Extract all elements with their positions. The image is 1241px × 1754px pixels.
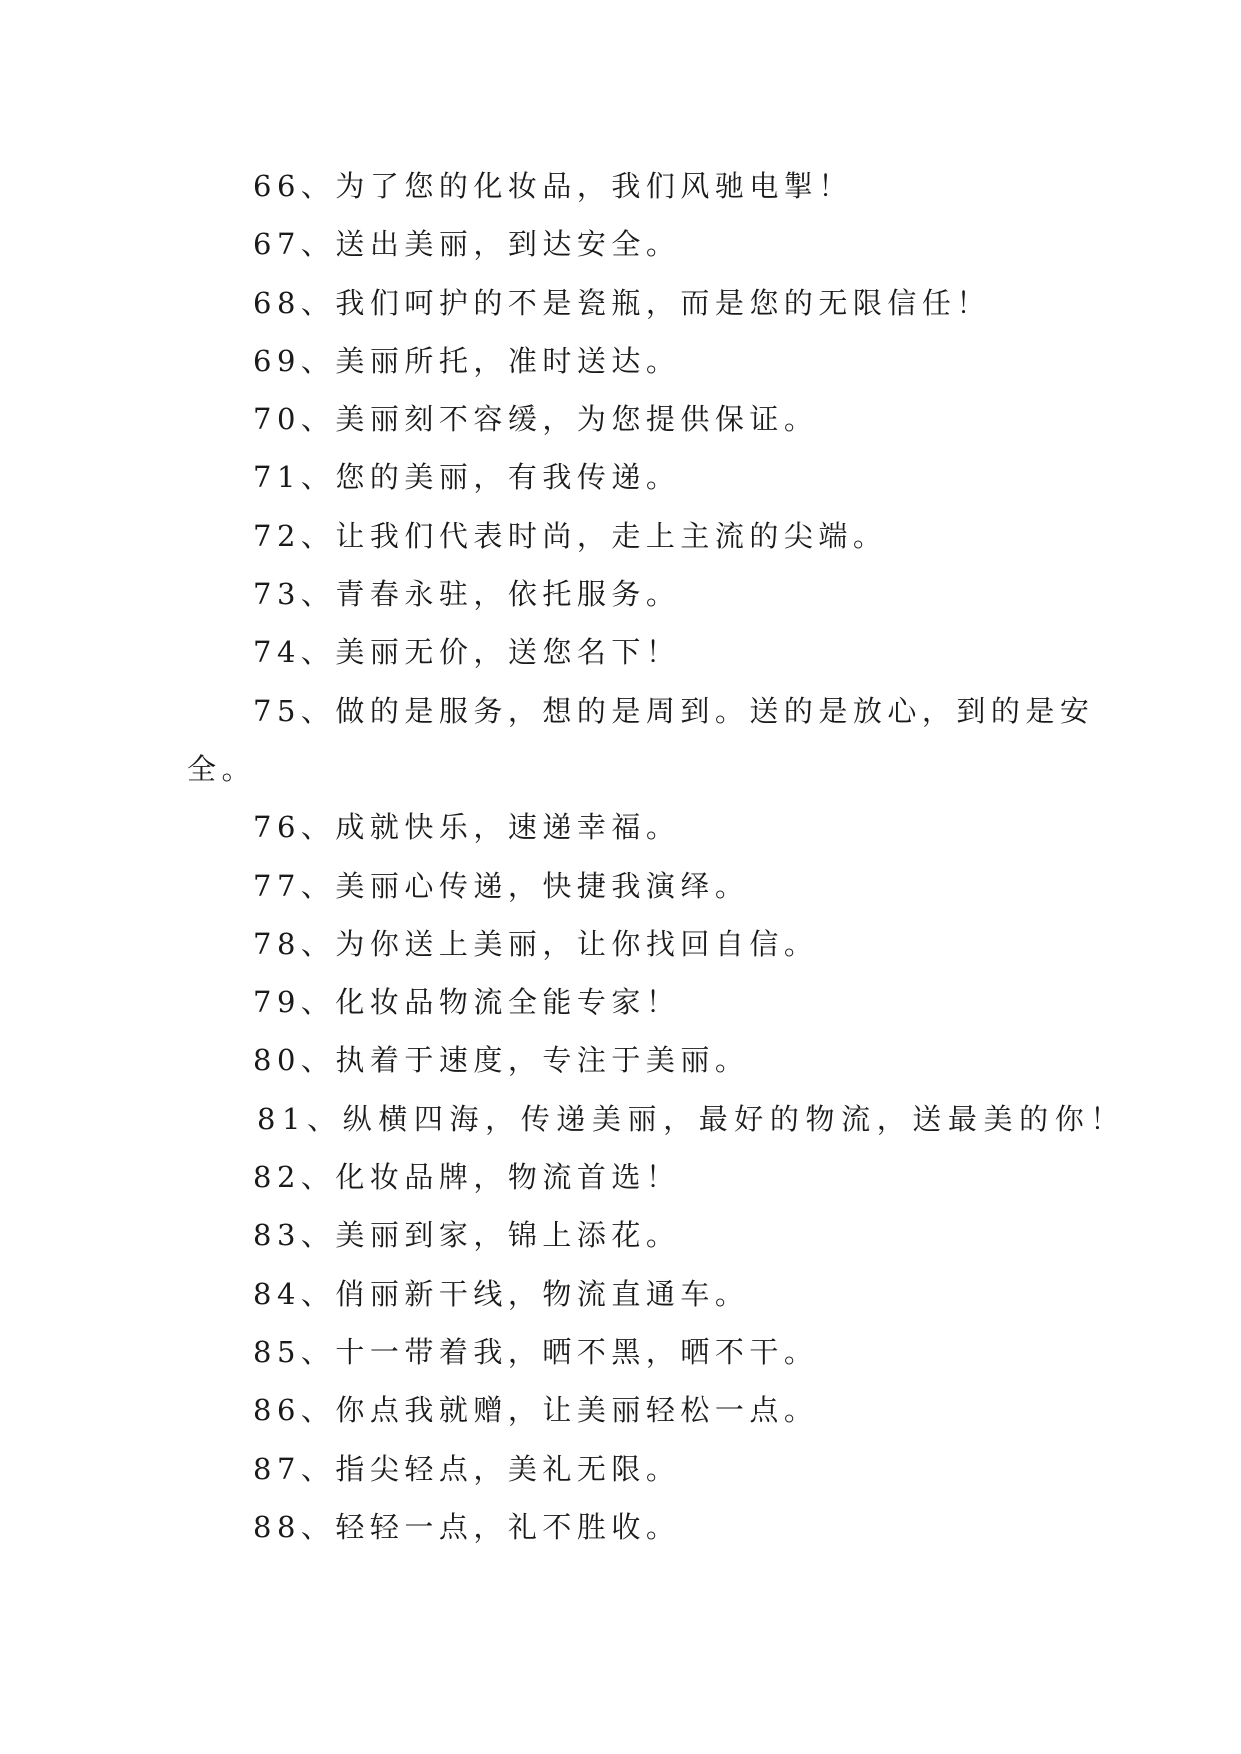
list-item: 80、执着于速度，专注于美丽。 <box>253 1043 750 1078</box>
list-item: 72、让我们代表时尚，走上主流的尖端。 <box>253 518 888 553</box>
list-item: 76、成就快乐，速递幸福。 <box>253 810 681 845</box>
list-item: 69、美丽所托，准时送达。 <box>253 343 681 378</box>
list-item: 68、我们呵护的不是瓷瓶，而是您的无限信任！ <box>253 285 991 320</box>
list-item: 78、为你送上美丽，让你找回自信。 <box>253 926 819 961</box>
list-item-continuation: 全。 <box>187 751 257 786</box>
list-item: 75、做的是服务，想的是周到。送的是放心，到的是安 <box>253 693 1095 728</box>
list-item: 81、纵横四海，传递美丽，最好的物流，送最美的你！ <box>257 1101 1126 1136</box>
list-item: 87、指尖轻点，美礼无限。 <box>253 1451 681 1486</box>
list-item: 73、青春永驻，依托服务。 <box>253 577 681 612</box>
list-item: 83、美丽到家，锦上添花。 <box>253 1218 681 1253</box>
list-item: 88、轻轻一点，礼不胜收。 <box>253 1509 681 1544</box>
list-item: 67、送出美丽，到达安全。 <box>253 227 681 262</box>
list-item: 84、俏丽新干线，物流直通车。 <box>253 1276 750 1311</box>
list-item: 74、美丽无价，送您名下！ <box>253 635 681 670</box>
slogan-list <box>187 157 1126 1556</box>
list-item: 85、十一带着我，晒不黑，晒不干。 <box>253 1334 819 1369</box>
list-item: 82、化妆品牌，物流首选！ <box>253 1160 681 1195</box>
list-item: 77、美丽心传递，快捷我演绎。 <box>253 868 750 903</box>
list-item: 71、您的美丽，有我传递。 <box>253 460 681 495</box>
list-item: 66、为了您的化妆品，我们风驰电掣！ <box>253 169 853 203</box>
list-item: 86、你点我就赠，让美丽轻松一点。 <box>253 1393 819 1428</box>
list-item: 79、化妆品物流全能专家！ <box>253 985 681 1020</box>
list-item: 70、美丽刻不容缓，为您提供保证。 <box>253 402 819 437</box>
